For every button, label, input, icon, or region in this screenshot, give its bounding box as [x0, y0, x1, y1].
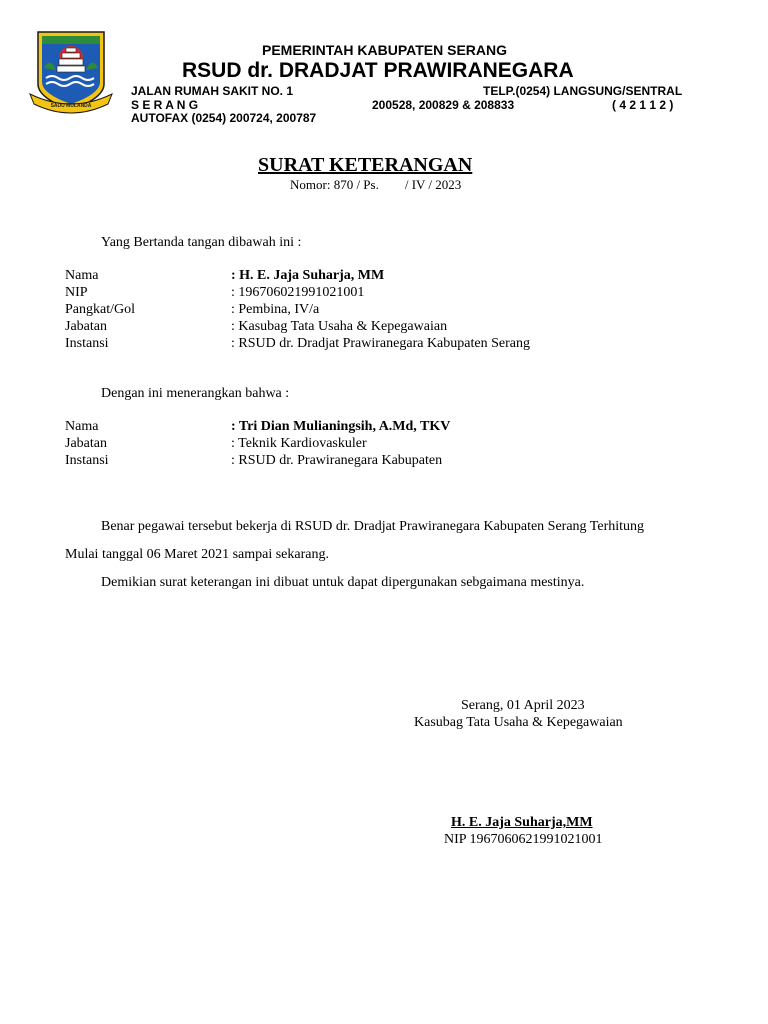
body-paragraph-line1: Benar pegawai tersebut bekerja di RSUD dr. Dradjat Prawiranegara Kabupaten Serang Terhitung	[101, 519, 645, 534]
telp-line: TELP.(0254) LANGSUNG/SENTRAL	[483, 84, 683, 98]
phone-numbers: 200528, 200829 & 208833	[372, 98, 515, 112]
declaration-text: Dengan ini menerangkan bahwa :	[101, 386, 290, 401]
field-label: Instansi	[65, 453, 109, 468]
field-value: : Tri Dian Mulianingsih, A.Md, TKV	[231, 419, 451, 434]
letter-number: Nomor: 870 / Ps. / IV / 2023	[290, 177, 462, 192]
field-label: Jabatan	[65, 319, 107, 334]
field-value: : H. E. Jaja Suharja, MM	[231, 268, 385, 283]
field-value: : 196706021991021001	[231, 285, 365, 300]
address-line: JALAN RUMAH SAKIT NO. 1	[131, 84, 294, 98]
field-value: : Kasubag Tata Usaha & Kepegawaian	[231, 319, 448, 334]
signer-position: Kasubag Tata Usaha & Kepegawaian	[414, 715, 623, 730]
field-value: : Teknik Kardiovaskuler	[231, 436, 367, 451]
field-label: Pangkat/Gol	[65, 302, 135, 317]
field-value: : Pembina, IV/a	[231, 302, 320, 317]
letter-title: SURAT KETERANGAN	[258, 154, 473, 176]
field-label: NIP	[65, 285, 88, 300]
body-paragraph-line2: Mulai tanggal 06 Maret 2021 sampai sekarang.	[65, 547, 329, 562]
postal-code: ( 4 2 1 1 2 )	[612, 98, 674, 112]
field-label: Jabatan	[65, 436, 107, 451]
field-value: : RSUD dr. Dradjat Prawiranegara Kabupaten Serang	[231, 336, 530, 351]
signer-name: H. E. Jaja Suharja,MM	[451, 815, 593, 830]
city-line: S E R A N G	[131, 98, 199, 112]
autofax-line: AUTOFAX (0254) 200724, 200787	[131, 111, 317, 125]
signer-nip: NIP 1967060621991021001	[444, 832, 603, 847]
field-value: : RSUD dr. Prawiranegara Kabupaten	[231, 453, 443, 468]
place-date: Serang, 01 April 2023	[461, 698, 585, 713]
hospital-name: RSUD dr. DRADJAT PRAWIRANEGARA	[182, 59, 574, 82]
government-name: PEMERINTAH KABUPATEN SERANG	[262, 42, 508, 58]
closing-paragraph: Demikian surat keterangan ini dibuat untuk dapat dipergunakan sebgaimana mestinya.	[101, 575, 585, 590]
field-label: Nama	[65, 419, 99, 434]
field-label: Nama	[65, 268, 99, 283]
logo-motto: SADU MULANDA	[50, 103, 92, 109]
intro-text: Yang Bertanda tangan dibawah ini :	[101, 235, 302, 250]
kabupaten-serang-logo	[28, 28, 114, 114]
field-label: Instansi	[65, 336, 109, 351]
